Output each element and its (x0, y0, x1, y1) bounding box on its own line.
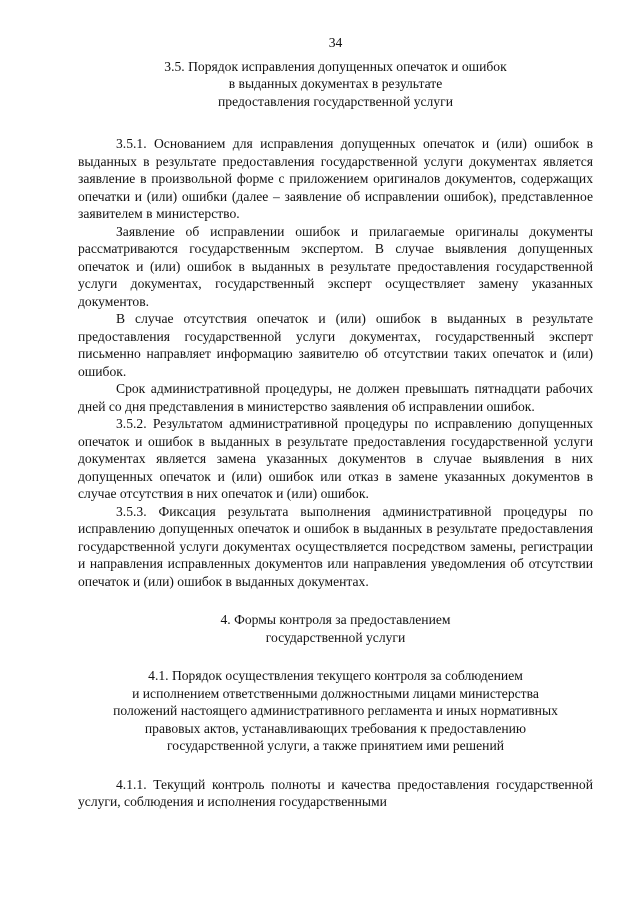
heading-line: 4.1. Порядок осуществления текущего контроля за соблюдением (148, 668, 523, 683)
paragraph-3-5-2: 3.5.2. Результатом административной процедуры по исправлению допущенных опечаток и ошибок в выданных в результате предоставления государственной услуги документах является замена указанных документов в случае выявления в них допущенных опечаток и (или) ошибок или отказ в замене указанных документов в случае отсутствия в них опечаток и (или) ошибок. (78, 416, 593, 501)
heading-line: положений настоящего административного регламента и иных нормативных (113, 703, 558, 718)
heading-line: предоставления государственной услуги (218, 93, 453, 109)
heading-line: правовых актов, устанавливающих требования к предоставлению (144, 720, 527, 736)
section-3-5-heading (78, 58, 593, 111)
paragraph-4-1-1: 4.1.1. Текущий контроль полноты и качества предоставления государственной услуги, соблюдения и исполнения государственными (78, 776, 593, 809)
page-number: 34 (328, 35, 343, 50)
paragraph-3-5-1: 3.5.1. Основанием для исправления допущенных опечаток и (или) ошибок в выданных в результате предоставления государственной услуги документах является заявление в произвольной форме с приложением оригиналов документов, содержащих опечатки и (или) ошибки (далее – заявление об исправлении ошибок), представленное заявителем в министерство. (78, 136, 593, 221)
heading-line: и исполнением ответственными должностными лицами министерства (132, 685, 539, 701)
heading-line: государственной услуги (265, 629, 406, 645)
document-page (78, 34, 593, 811)
section-4-1-body (78, 776, 593, 811)
section-3-5-body (78, 135, 593, 590)
section-4-1-heading (78, 667, 593, 755)
paragraph-3-5-3: 3.5.3. Фиксация результата выполнения административной процедуры по исправлению допущенных опечаток и ошибок в выданных в результате предоставления государственной услуги документах осуществляется посредством замены, регистрации и направления исправленных документов или направления уведомления об отсутствии опечаток и (или) ошибок в выданных документах. (78, 503, 593, 589)
section-4-heading (78, 611, 593, 646)
paragraph-no-errors: В случае отсутствия опечаток и (или) ошибок в выданных в результате предоставления государственной услуги документах, государственный эксперт письменно направляет информацию заявителю об отсутствии таких опечаток и (или) ошибок. (78, 311, 593, 379)
heading-line: 4. Формы контроля за предоставлением (220, 612, 451, 627)
heading-line: 3.5. Порядок исправления допущенных опечаток и ошибок (164, 58, 507, 74)
paragraph-application-review: Заявление об исправлении ошибок и прилагаемые оригиналы документы рассматриваются государственным экспертом. В случае выявления допущенных опечаток и (или) ошибок в выданных в результате предоставления государственной услуги документах, государственный эксперт осуществляет замену указанных документов. (78, 223, 593, 309)
heading-line: в выданных документах в результате (228, 76, 443, 91)
paragraph-procedure-term: Срок административной процедуры, не должен превышать пятнадцати рабочих дней со дня представления в министерство заявления об исправлении ошибок. (78, 381, 593, 414)
heading-line: государственной услуги, а также принятием ими решений (167, 738, 504, 753)
